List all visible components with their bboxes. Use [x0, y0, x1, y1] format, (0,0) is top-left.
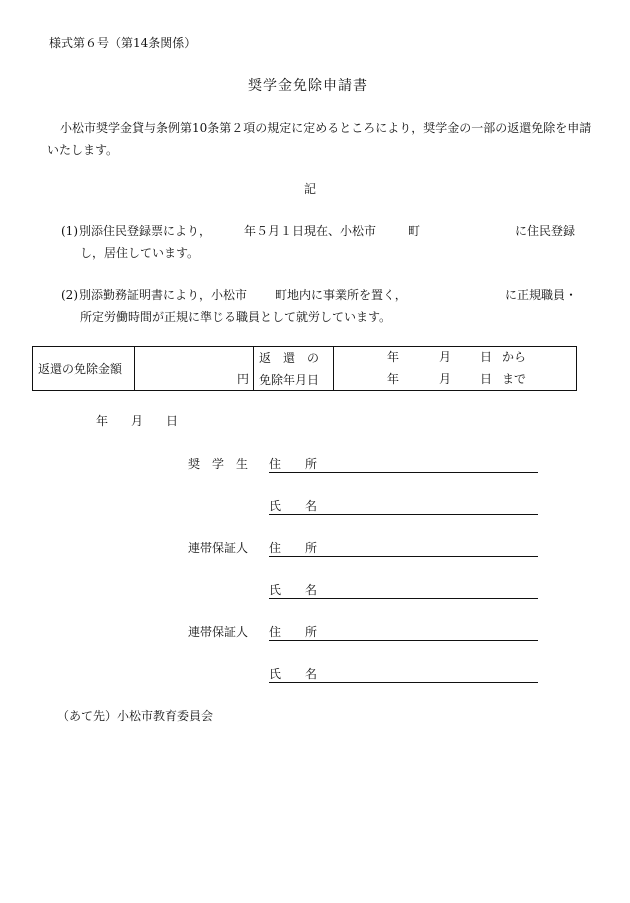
form-number: 様式第６号（第14条関係）	[49, 36, 197, 50]
exemption-amount-table	[32, 346, 577, 391]
ki-heading: 記	[304, 182, 317, 196]
item2-line-2: 所定労働時間が正規に準じる職員として就労しています。	[80, 310, 392, 324]
address-label: 住 所	[269, 541, 318, 555]
signer-3-role: 連帯保証人	[188, 625, 249, 639]
signer-2-name-field[interactable]	[269, 582, 538, 599]
from-day: 日	[480, 350, 493, 364]
signer-3-name-field[interactable]	[269, 666, 538, 683]
signer-3-address-field[interactable]	[269, 624, 538, 641]
period-label-line-2: 免除年月日	[254, 369, 334, 391]
intro-line-1: 小松市奨学金貸与条例第10条第２項の規定に定めるところにより，奨学金の一部の返還免除を申請	[60, 121, 592, 135]
yen-unit: 円	[236, 372, 249, 386]
item2-number: (2)	[61, 288, 78, 302]
from-month: 月	[439, 350, 452, 364]
exemption-amount-field[interactable]	[135, 347, 254, 391]
address-label: 住 所	[269, 457, 318, 471]
item1-text-c: 町	[408, 224, 421, 238]
period-label-line-1: 返 還 の	[254, 347, 334, 369]
addressee: （あて先）小松市教育委員会	[57, 709, 214, 723]
item1-text-d: に住民登録	[515, 224, 576, 238]
exemption-amount-label: 返還の免除金額	[33, 347, 135, 391]
name-label: 氏 名	[269, 667, 318, 681]
period-from-field[interactable]	[334, 347, 577, 369]
signer-2-role: 連帯保証人	[188, 541, 249, 555]
address-label: 住 所	[269, 625, 318, 639]
from-suffix: から	[502, 350, 527, 364]
date-month: 月	[131, 414, 144, 428]
signer-1-role: 奨 学 生	[188, 457, 249, 471]
item2-text-c: に正規職員・	[505, 288, 578, 302]
until-month: 月	[439, 371, 452, 386]
until-day: 日	[480, 371, 493, 386]
signer-1-name-field[interactable]	[269, 498, 538, 515]
item1-number: (1)	[61, 224, 78, 238]
item1-text-b: 年５月１日現在、小松市	[244, 224, 377, 238]
name-label: 氏 名	[269, 499, 318, 513]
item2-text-a: 別添勤務証明書により，小松市	[79, 288, 248, 302]
from-year: 年	[387, 350, 400, 364]
item1-text-a: 別添住民登録票により，	[79, 224, 212, 238]
document-title: 奨学金免除申請書	[248, 78, 368, 94]
name-label: 氏 名	[269, 583, 318, 597]
period-until-field[interactable]	[334, 369, 577, 391]
item1-line-2: し，居住しています。	[80, 246, 200, 260]
until-year: 年	[387, 371, 400, 386]
intro-line-2: いたします。	[47, 143, 119, 157]
signer-2-address-field[interactable]	[269, 540, 538, 557]
date-year: 年	[96, 414, 109, 428]
date-day: 日	[166, 414, 179, 428]
item2-text-b: 町地内に事業所を置く，	[275, 288, 407, 302]
signer-1-address-field[interactable]	[269, 456, 538, 473]
until-suffix: まで	[502, 371, 527, 386]
